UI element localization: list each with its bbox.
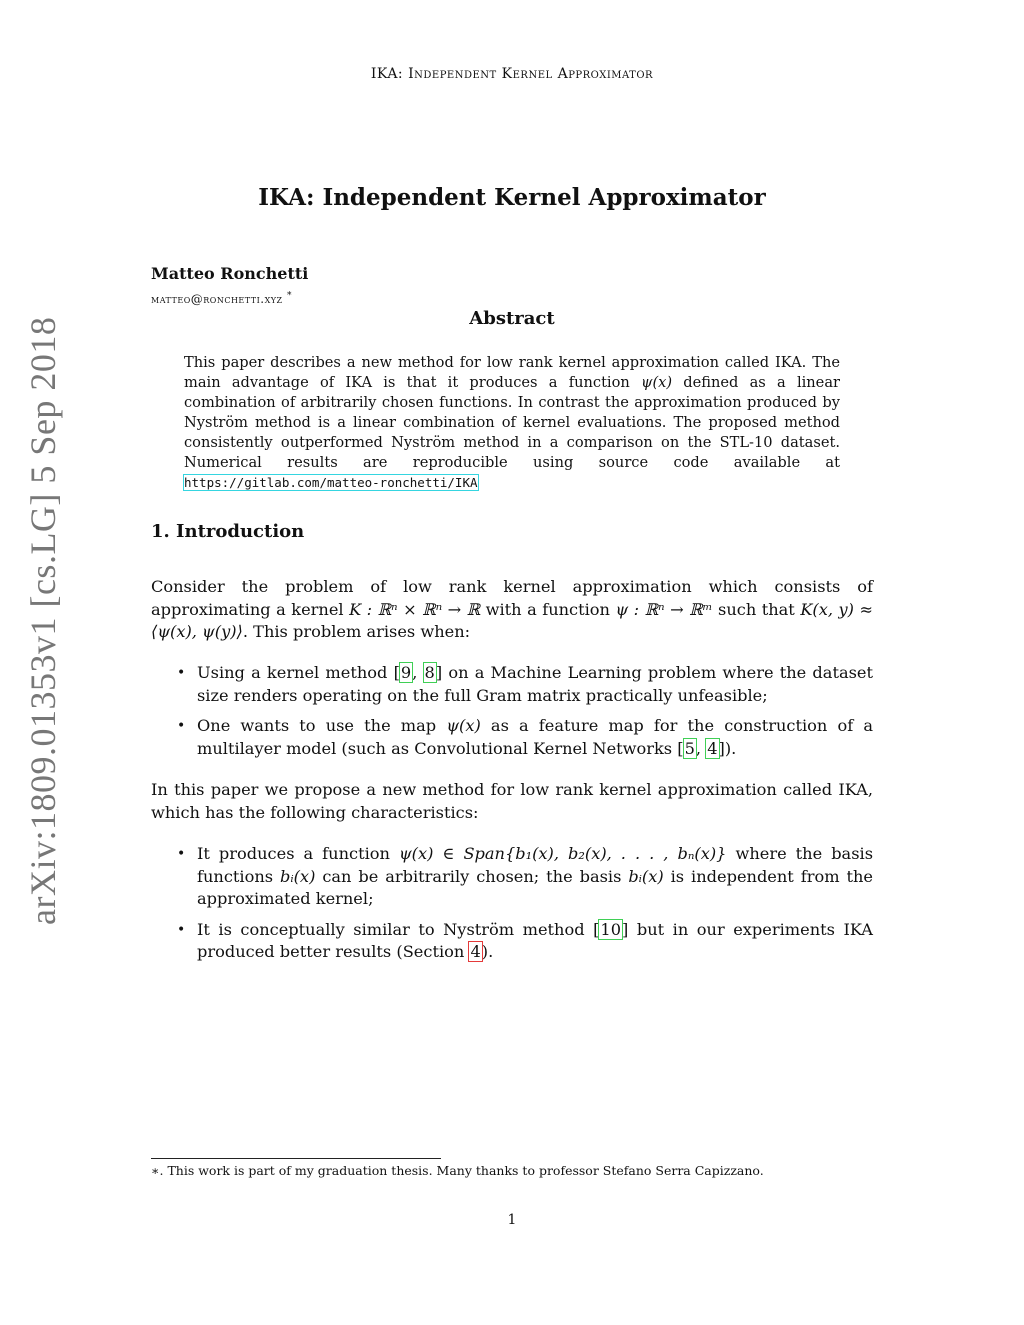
abstract-text-2: defined as a linear combination of arbitrarily chosen functions. In contrast the approximation produced by Nyström method is a linear combination of kernel evaluations. The proposed method consistently outperformed Nyström method in a comparison on the STL-10 dataset. Numerical results are reproducible using source code available at	[184, 374, 840, 471]
bullet-icon: •	[177, 846, 186, 862]
kernel-definition-math: K : ℝⁿ × ℝⁿ → ℝ	[349, 599, 481, 619]
introduction-heading: 1. Introduction	[151, 521, 305, 542]
footnote: ∗. This work is part of my graduation thesis. Many thanks to professor Stefano Serra Capizzano.	[151, 1163, 764, 1178]
bullet-text: ] on a Machine Learning problem where the dataset size renders operating on the full Gram matrix practically unfeasible;	[197, 663, 873, 705]
basis-function-math: bᵢ(x)	[280, 866, 316, 886]
bullet-text: It is conceptually similar to Nyström method [	[197, 919, 600, 939]
citation-separator: ,	[695, 738, 707, 758]
span-math: ψ(x) ∈ Span{b₁(x), b₂(x), . . . , bₙ(x)}	[398, 844, 727, 863]
bullet-text: Using a kernel method [	[197, 663, 400, 682]
citation-link-5[interactable]: 5	[684, 738, 695, 758]
approximation-math: K(x, y) ≈ ⟨ψ(x), ψ(y)⟩	[151, 599, 873, 641]
citation-link-10[interactable]: 10	[600, 919, 622, 939]
bullet-icon: •	[177, 718, 186, 734]
citation-separator: ,	[412, 663, 424, 682]
citation-link-8[interactable]: 8	[424, 663, 435, 682]
intro-paragraph-1	[151, 576, 873, 644]
footnote-divider	[151, 1158, 441, 1159]
author-email	[151, 291, 292, 306]
use-case-list	[151, 662, 873, 768]
list-item	[151, 919, 873, 964]
paper-title: IKA: Independent Kernel Approximator	[258, 184, 766, 211]
source-code-link[interactable]: https://gitlab.com/matteo-ronchetti/IKA	[184, 475, 478, 490]
bullet-text: One wants to use the map	[197, 716, 447, 735]
list-item	[151, 843, 873, 911]
citation-link-9[interactable]: 9	[400, 663, 412, 682]
list-item	[151, 715, 873, 760]
section-link-4[interactable]: 4	[470, 942, 481, 961]
bullet-text: is independent from the approximated kernel;	[197, 866, 873, 908]
author-name: Matteo Ronchetti	[151, 264, 309, 283]
author-footnote-marker: *	[286, 291, 292, 301]
function-definition-math: ψ : ℝⁿ → ℝᵐ	[615, 599, 713, 619]
bullet-text: can be arbitrarily chosen; the basis	[315, 866, 629, 886]
abstract-text-1: This paper describes a new method for low rank kernel approximation called IKA. The main advantage of IKA is that it produces a function	[184, 354, 840, 391]
intro-p1-text-c: such that	[712, 599, 801, 619]
intro-p1-text-d: . This problem arises when:	[242, 622, 471, 641]
bullet-text: as a feature map for the construction of a multilayer model (such as Convolutional Kernel Networks [	[197, 716, 873, 758]
abstract-psi: ψ(x)	[641, 374, 673, 391]
basis-function-math: bᵢ(x)	[628, 866, 664, 886]
abstract-heading: Abstract	[469, 308, 555, 329]
bullet-text: ).	[481, 942, 494, 961]
intro-p1-text-b: with a function	[480, 599, 616, 619]
bullet-text: ] but in our experiments IKA produced better results (Section	[197, 919, 874, 961]
bullet-icon: •	[177, 921, 186, 938]
arxiv-stamp: arXiv:1809.01353v1 [cs.LG] 5 Sep 2018	[23, 316, 63, 925]
bullet-text: It produces a function	[197, 844, 399, 863]
feature-map-math: ψ(x)	[446, 716, 481, 735]
author-email-text: matteo@ronchetti.xyz	[151, 292, 283, 306]
intro-paragraph-2: In this paper we propose a new method for low rank kernel approximation called IKA, which has the following characteristics:	[151, 780, 873, 822]
bullet-text: ]).	[718, 738, 737, 758]
bullet-icon: •	[177, 665, 186, 681]
intro-p1-text-a: Consider the problem of low rank kernel approximation which consists of approximating a kernel	[151, 577, 873, 619]
bullet-text: where the basis functions	[197, 844, 873, 886]
abstract-body	[184, 353, 840, 493]
page-number: 1	[507, 1212, 517, 1228]
list-item	[151, 662, 873, 707]
characteristics-list	[151, 843, 873, 972]
citation-link-4[interactable]: 4	[707, 738, 718, 758]
running-head: IKA: Independent Kernel Approximator	[370, 66, 654, 82]
